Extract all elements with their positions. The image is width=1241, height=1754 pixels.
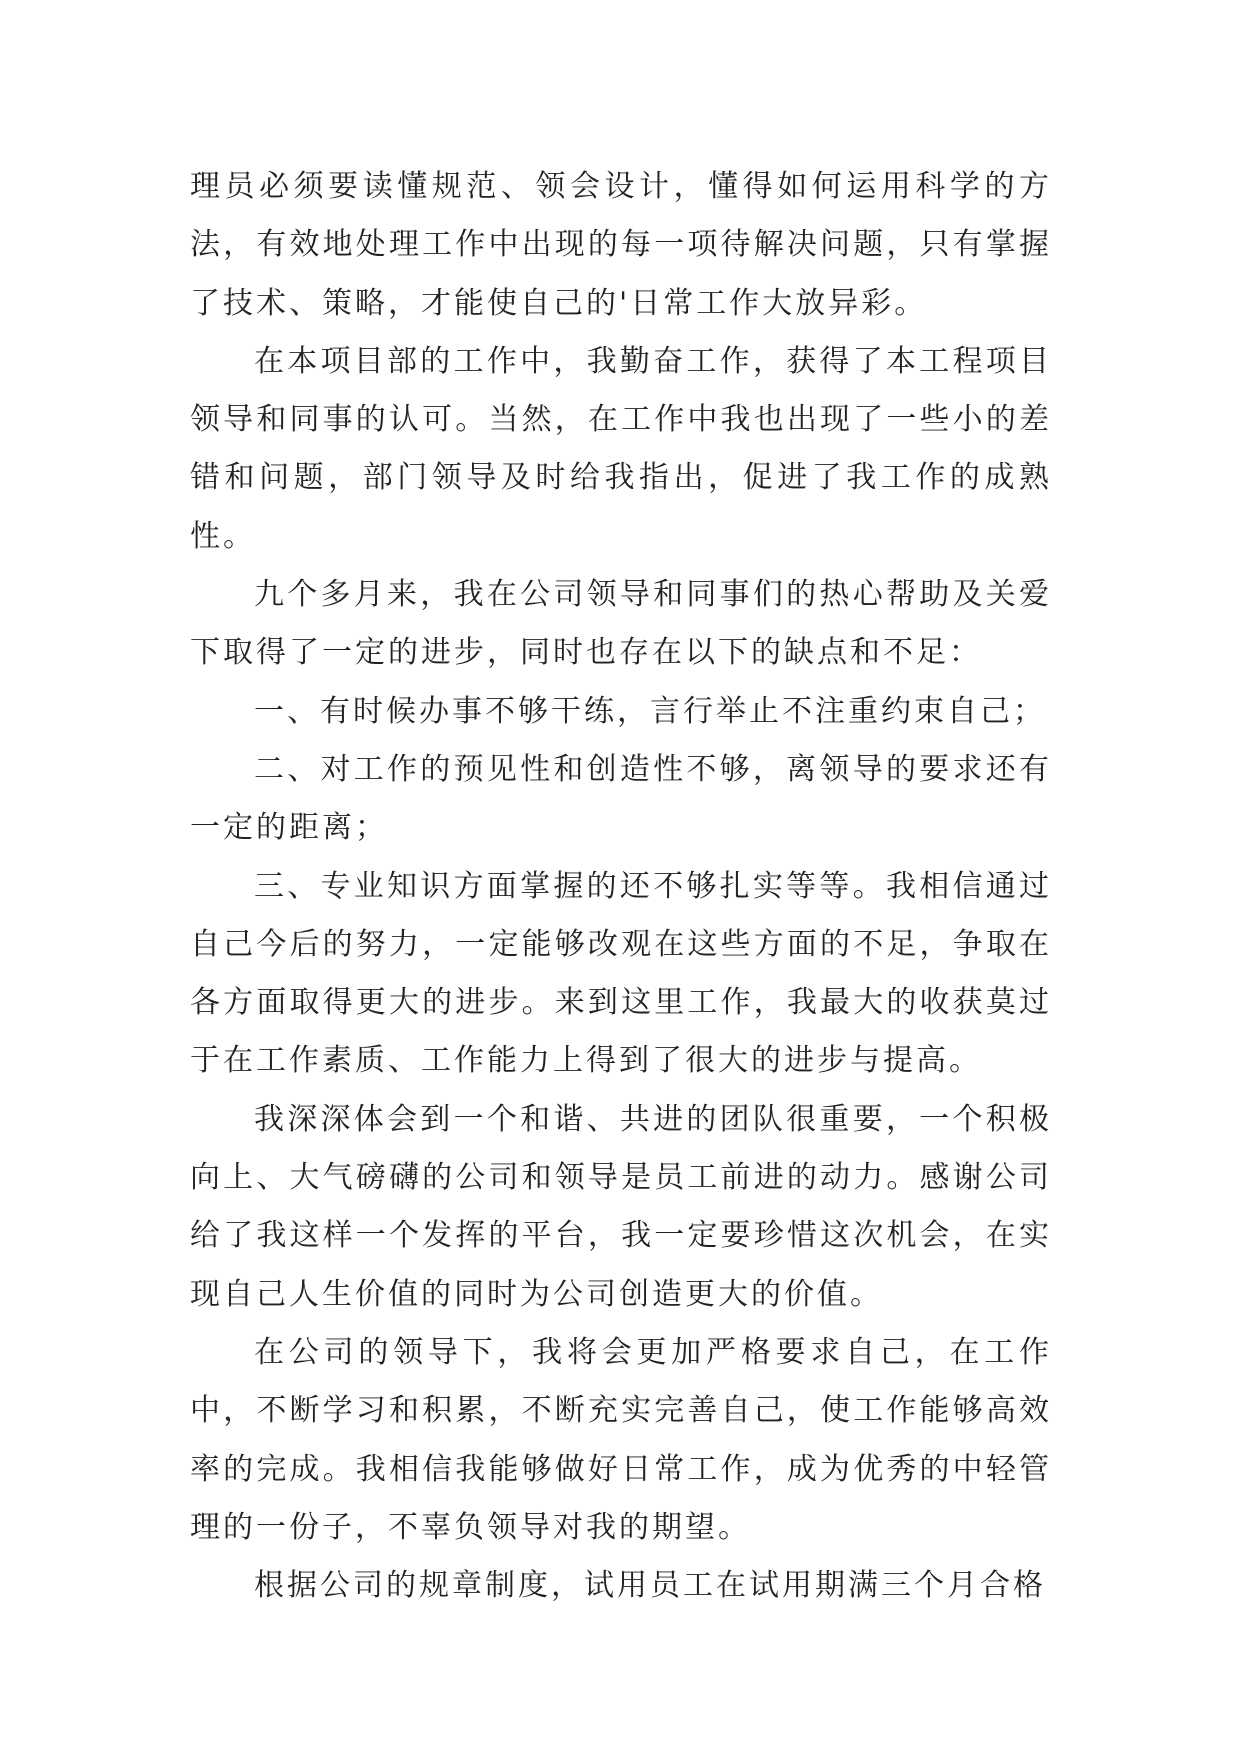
paragraph: 在本项目部的工作中，我勤奋工作，获得了本工程项目领导和同事的认可。当然，在工作中我也出现了一些小的差错和问题，部门领导及时给我指出，促进了我工作的成熟性。 xyxy=(190,343,1052,554)
paragraph: 九个多月来，我在公司领导和同事们的热心帮助及关爱下取得了一定的进步，同时也存在以下的缺点和不足： xyxy=(190,577,1052,671)
list-item-1: 一、有时候办事不够干练，言行举止不注重约束自己； xyxy=(254,693,1046,729)
document-body xyxy=(190,158,1052,1615)
list-item-3: 三、专业知识方面掌握的还不够扎实等等。我相信通过自己今后的努力，一定能够改观在这些方面的不足，争取在各方面取得更大的进步。来到这里工作，我最大的收获莫过于在工作素质、工作能力上得到了很大的进步与提高。 xyxy=(190,868,1052,1079)
paragraph: 在公司的领导下，我将会更加严格要求自己，在工作中，不断学习和积累，不断充实完善自己，使工作能够高效率的完成。我相信我能够做好日常工作，成为优秀的中轻管理的一份子，不辜负领导对我的期望。 xyxy=(190,1334,1052,1545)
paragraph-truncated: 根据公司的规章制度，试用员工在试用期满三个月合格 xyxy=(254,1568,1046,1604)
list-item-2: 二、对工作的预见性和创造性不够，离领导的要求还有一定的距离； xyxy=(190,751,1052,846)
paragraph-continued: 理员必须要读懂规范、领会设计，懂得如何运用科学的方法，有效地处理工作中出现的每一项待解决问题，只有掌握了技术、策略，才能使自己的'日常工作大放异彩。 xyxy=(190,169,1052,321)
paragraph: 我深深体会到一个和谐、共进的团队很重要，一个积极向上、大气磅礴的公司和领导是员工前进的动力。感谢公司给了我这样一个发挥的平台，我一定要珍惜这次机会，在实现自己人生价值的同时为公司创造更大的价值。 xyxy=(190,1101,1052,1312)
